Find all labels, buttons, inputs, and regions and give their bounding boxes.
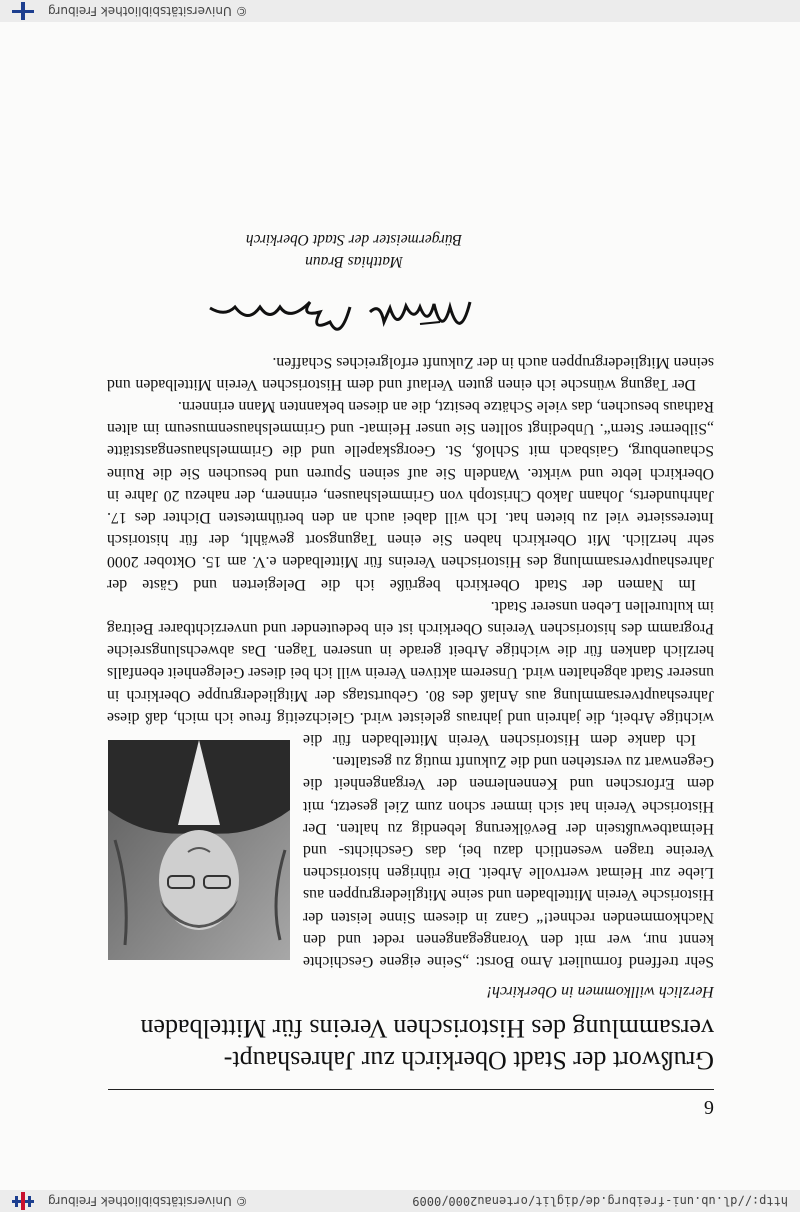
page-title: Grußwort der Stadt Oberkirch zur Jahreshaupt-versammlung des Historischen Vereins für Mittelbaden <box>140 1014 714 1075</box>
viewer-bottom-bar <box>0 0 800 22</box>
page-number: 6 <box>704 1096 714 1118</box>
document-url[interactable]: http://dl.ub.uni-freiburg.de/diglit/ortenau2000/0009 <box>412 1194 788 1208</box>
paragraph-2: Ich danke dem Historischen Verein Mittelbaden für die wichtige Arbeit, die jahrein und jahraus geleistet wird. Gleichzeitig freue ich mich, daß diese Jahreshauptversammlung aus Anlaß des 80. Geburtstags der Mitgliedergruppe Oberkirch in unserer Stadt abgehalten wird. Unserem aktiven Verein will ich bei dieser Gelegenheit ebenfalls herzlich danken für die wichtige Arbeit gerade in unseren Tagen. Das abwechslungsreiche Programm des historischen Vereins Oberkirch ist ein bedeutender und unverzichtbarer Beitrag im kulturellen Leben unserer Stadt. <box>107 597 714 748</box>
document-page <box>0 22 800 1190</box>
letter-body <box>107 350 714 972</box>
bottom-library-logo-icon <box>8 2 38 20</box>
library-logo-icon <box>8 1192 38 1210</box>
viewer-top-bar <box>0 1190 800 1212</box>
signer-title: Bürgermeister der Stadt Oberkirch <box>245 231 463 248</box>
library-credit: © Universitätsbibliothek Freiburg <box>48 1194 248 1208</box>
header-rule <box>108 1089 714 1090</box>
paragraph-3: Im Namen der Stadt Oberkirch begrüße ich die Delegierten und Gäste der Jahreshauptversammlung des Historischen Vereins für Mittelbaden e.V. am 15. Oktober 2000 sehr herzlich. Mit Oberkirch haben Sie einen Tagungsort gewählt, der für historisch Interessierte viel zu bieten hat. Ich will dabei auch an den berühmtesten Dichter des 17. Jahrhunderts, Johann Jakob Christoph von Grimmelshausen, erinnern, der nahezu 20 Jahre in Oberkirch lebte und wirkte. Wandeln Sie auf seinen Spuren und besuchen Sie die Ruine Schauenburg, Gaisbach mit Schloß, St. Georgskapelle und die Grimmelshausengaststätte „Silberner Stern“. Unbedingt sollten Sie unser Heimat- und Grimmelshausenmuseum im alten Rathaus besuchen, das viele Schätze besitzt, die an diesen bekannten Mann erinnern. <box>107 397 714 593</box>
bottom-library-credit: © Universitätsbibliothek Freiburg <box>48 4 248 18</box>
greeting-line: Herzlich willkommen in Oberkirch! <box>486 983 714 1000</box>
signer-name: Matthias Braun <box>305 253 403 270</box>
photo-spacer <box>107 737 303 972</box>
paragraph-1: Sehr treffend formuliert Arno Borst: „Seine eigene Geschichte kennt nur, wer mit den Vorangegangenen redet und den Nachkommenden rechnet!“ Ganz in diesem Sinne leisten der Historische Verein Mittelbaden und seine Mitgliedergruppen aus Liebe zur Heimat wertvolle Arbeit. Die rührigen historischen Vereine tragen wesentlich dazu bei, das Geschichts- und Heimatbewußtsein der Bevölkerung lebendig zu halten. Der Historische Verein hat sich immer schon zum Ziel gesetzt, mit dem Erforschen und Kennenlernen der Vergangenheit die Gegenwart zu verstehen und die Zukunft mutig zu gestalten. <box>303 753 714 970</box>
handwritten-signature <box>180 282 480 352</box>
signature-block <box>94 228 714 272</box>
paragraph-4: Der Tagung wünsche ich einen guten Verlauf und dem Historischen Verein Mittelbaden und seinen Mitgliedergruppen auch in der Zukunft erfolgreiches Schaffen. <box>107 353 714 393</box>
